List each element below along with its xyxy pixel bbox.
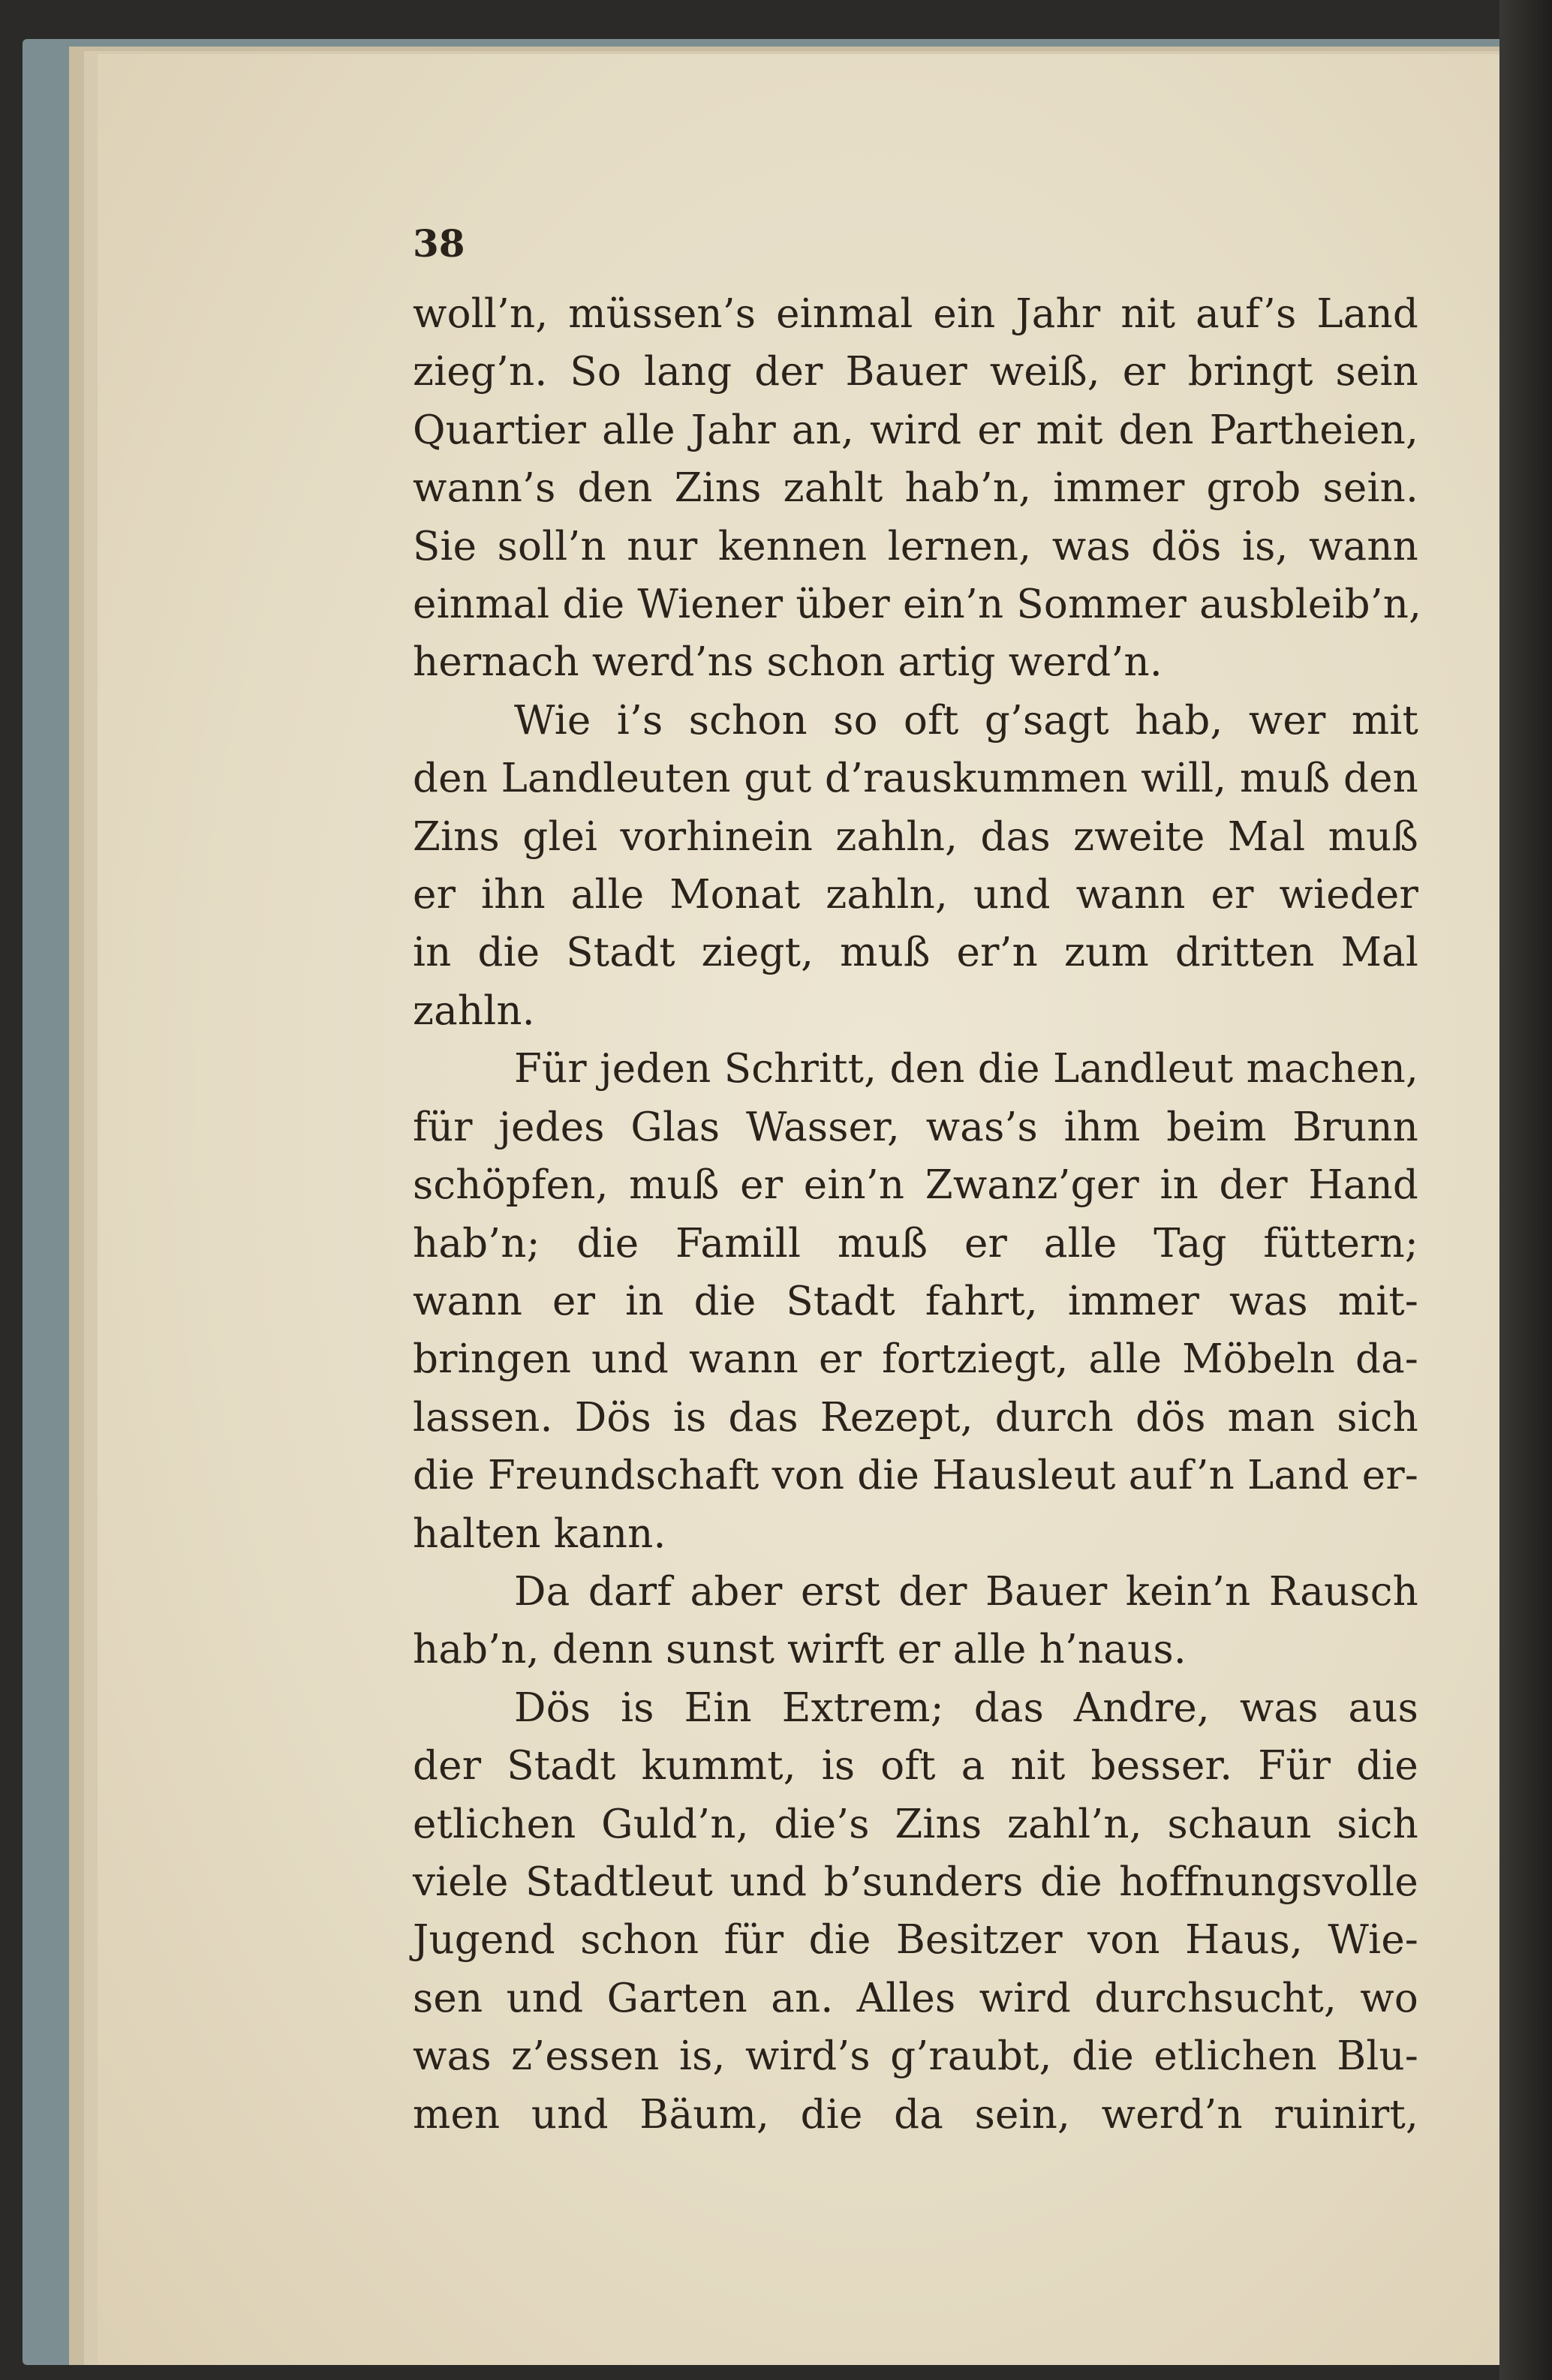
page-number: 38 [413, 221, 465, 266]
text-line: Zins glei vorhinein zahln, das zweite Mal muß [413, 813, 1418, 860]
text-line: Quartier alle Jahr an, wird er mit den Partheien, [413, 407, 1418, 453]
text-line: lassen. Dös is das Rezept, durch dös man sich [413, 1394, 1418, 1441]
text-line: einmal die Wiener über ein’n Sommer ausbleib’n, [413, 581, 1422, 628]
text-line: hab’n, denn sunst wirft er alle h’naus. [413, 1627, 1187, 1673]
text-line: zieg’n. So lang der Bauer weiß, er bringt sein [413, 349, 1418, 395]
text-line: der Stadt kummt, is oft a nit besser. Für die [413, 1743, 1418, 1790]
text-line: bringen und wann er fortziegt, alle Möbeln da- [413, 1336, 1418, 1383]
text-line: hernach werd’ns schon artig werd’n. [413, 639, 1162, 686]
text-lines [413, 285, 1422, 2144]
book-binding [1499, 0, 1552, 2380]
text-line: den Landleuten gut d’rauskummen will, muß den [413, 756, 1418, 802]
text-line: zahln. [413, 987, 535, 1034]
text-line: halten kann. [413, 1510, 666, 1557]
text-line: viele Stadtleut und b’sunders die hoffnungsvolle [413, 1859, 1418, 1905]
text-line: in die Stadt ziegt, muß er’n zum dritten Mal [413, 930, 1418, 976]
text-line: Jugend schon für die Besitzer von Haus, Wie- [413, 1917, 1418, 1964]
text-line: was z’essen is, wird’s g’raubt, die etlichen Blu- [413, 2033, 1418, 2080]
text-line: etlichen Guld’n, die’s Zins zahl’n, schaun sich [413, 1801, 1418, 1847]
text-line: wann er in die Stadt fahrt, immer was mit- [413, 1278, 1418, 1324]
text-line: Sie soll’n nur kennen lernen, was dös is, wann [413, 523, 1418, 569]
text-line: hab’n; die Famill muß er alle Tag füttern; [413, 1220, 1418, 1267]
text-line: er ihn alle Monat zahln, und wann er wieder [413, 872, 1418, 918]
text-line: für jedes Glas Wasser, was’s ihm beim Brunn [413, 1104, 1418, 1150]
text-line: men und Bäum, die da sein, werd’n ruinirt, [413, 2091, 1418, 2138]
text-line: schöpfen, muß er ein’n Zwanz’ger in der Hand [413, 1162, 1418, 1209]
text-line: woll’n, müssen’s einmal ein Jahr nit auf’s Land [413, 291, 1418, 337]
text-line: sen und Garten an. Alles wird durchsucht, wo [413, 1975, 1418, 2021]
text-line: Da darf aber erst der Bauer kein’n Rausch [514, 1568, 1418, 1615]
text-line: die Freundschaft von die Hausleut auf’n Land er- [413, 1453, 1418, 1499]
text-line: wann’s den Zins zahlt hab’n, immer grob sein. [413, 465, 1418, 512]
page-text-block [413, 221, 1422, 2144]
text-line: Dös is Ein Extrem; das Andre, was aus [514, 1684, 1418, 1731]
text-line: Für jeden Schritt, den die Landleut machen, [514, 1046, 1418, 1092]
text-line: Wie i’s schon so oft g’sagt hab, wer mit [514, 697, 1418, 744]
